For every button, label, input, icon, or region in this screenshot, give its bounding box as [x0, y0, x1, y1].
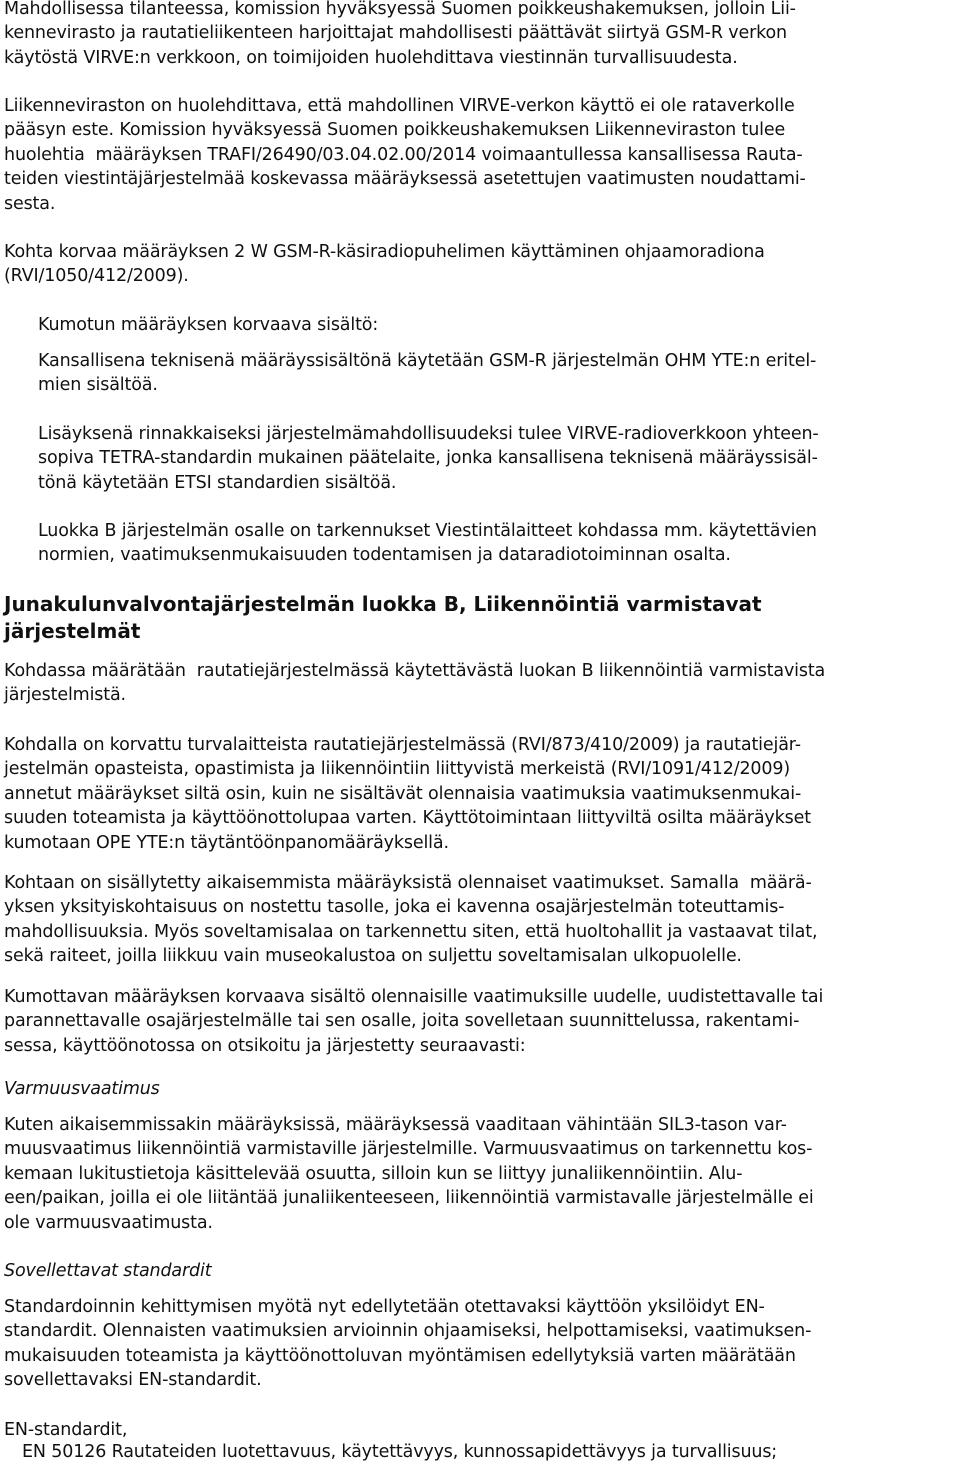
- paragraph-national-technical-content: Kansallisena teknisenä määräyssisältönä käytetään GSM-R järjestelmän OHM YTE:n eritel- mien sisältöä.: [38, 351, 817, 396]
- en-standards-list-label: EN-standardit,: [4, 1420, 128, 1440]
- paragraph-replacing-content-structure: Kumottavan määräyksen korvaava sisältö olennaisille vaatimuksille uudelle, uudistettavalle tai parannettavalle osajärjestelmälle tai sen osalle, joita sovelletaan suunnittelussa, rakentami- sessa, käyttöönotossa on otsikoitu ja järjestetty seuraavasti:: [4, 987, 824, 1056]
- paragraph-replaced-regulations: Kohdalla on korvattu turvalaitteista rautatiejärjestelmässä (RVI/873/410/2009) ja rautatiejär- jestelmän opasteista, opastimista ja liikennöintiin liittyvistä merkeistä (RVI/1091/412/2009) annetut määräykset siltä osin, kuin ne sisältävät olennaisia vaatimuksia vaatimuksenmukai- suuden toteamista ja käyttöönottolupaa varten. Käyttötoimintaan liittyviltä osilta määräykset kumotaan OPE YTE:n täytäntöönpanomääräyksellä.: [4, 735, 811, 853]
- en-standard-item-50126: EN 50126 Rautateiden luotettavuus, käytettävyys, kunnossapidettävyys ja turvallisuus;: [22, 1442, 778, 1462]
- paragraph-virve-transition: Mahdollisessa tilanteessa, komission hyväksyessä Suomen poikkeushakemuksen, jolloin Lii- kennevirasto ja rautatieliikenteen harjoittajat mahdollisesti päättävät siirtyä GSM-R verkon käytöstä VIRVE:n verkkoon, on toimijoiden huolehdittava viestinnän turvallisuudesta.: [4, 0, 796, 68]
- paragraph-gsmr-handheld-radio: Kohta korvaa määräyksen 2 W GSM-R-käsiradiopuhelimen käyttäminen ohjaamoradiona (RVI/1050/412/2009).: [4, 242, 765, 287]
- paragraph-virve-network-use: Liikenneviraston on huolehdittava, että mahdollinen VIRVE-verkon käyttö ei ole rataverkolle pääsyn este. Komission hyväksyessä Suomen poikkeushakemuksen Liikenneviraston tulee huolehtia määräyksen TRAFI/26490/03.04.02.00/2014 voimaantullessa kansallisessa Rauta- teiden viestintäjärjestelmää koskevassa määräyksessä asetettujen vaatimusten noudattami- sesta.: [4, 96, 806, 214]
- paragraph-en-standards: Standardoinnin kehittymisen myötä nyt edellytetään otettavaksi käyttöön yksilöidyt EN- standardit. Olennaisten vaatimuksien arvioinnin ohjaamiseksi, helpottamiseksi, vaatimuksen- mukaisuuden toteamista ja käyttöönottoluvan myöntämisen edellytyksiä varten määrätään sovellettavaksi EN-standardit.: [4, 1297, 812, 1391]
- paragraph-tetra-terminal: Lisäyksenä rinnakkaiseksi järjestelmämahdollisuudeksi tulee VIRVE-radioverkkoon yhteen- sopiva TETRA-standardin mukainen päätelaite, jonka kansallisena teknisenä määräyssisäl- tönä käytetään ETSI standardien sisältöä.: [38, 424, 819, 493]
- paragraph-class-b-scope: Kohdassa määrätään rautatiejärjestelmässä käytettävästä luokan B liikennöintiä varmistavista järjestelmistä.: [4, 661, 826, 706]
- paragraph-replacing-content-label: Kumotun määräyksen korvaava sisältö:: [38, 315, 379, 335]
- subheading-applicable-standards: Sovellettavat standardit: [4, 1261, 212, 1281]
- paragraph-class-b-communication: Luokka B järjestelmän osalle on tarkennukset Viestintälaitteet kohdassa mm. käytettävien normien, vaatimuksenmukaisuuden todentamisen ja dataradiotoiminnan osalta.: [38, 521, 817, 566]
- subheading-safety-requirement: Varmuusvaatimus: [4, 1079, 160, 1099]
- paragraph-essential-requirements: Kohtaan on sisällytetty aikaisemmista määräyksistä olennaiset vaatimukset. Samalla määrä- yksen yksityiskohtaisuus on nostettu tasolle, joka ei kavenna osajärjestelmän toteuttamis- mahdollisuuksia. Myös soveltamisalaa on tarkennettu siten, että huoltohallit ja vastaavat tilat, sekä raiteet, joilla liikkuu vain museokalustoa on suljettu soveltamisalan ulkopuolelle.: [4, 873, 818, 967]
- paragraph-sil3-requirement: Kuten aikaisemmissakin määräyksissä, määräyksessä vaaditaan vähintään SIL3-tason var- muusvaatimus liikennöintiä varmistaville järjestelmille. Varmuusvaatimus on tarkennettu kos- kemaan lukitustietoja käsittelevää osuutta, silloin kun se liittyy junaliikennöintiin. Alu- een/paikan, joilla ei ole liitäntää junaliikenteeseen, liikennöintiä varmistavalle järjestelmälle ei ole varmuusvaatimusta.: [4, 1115, 814, 1233]
- section-heading-class-b-systems: Junakulunvalvontajärjestelmän luokka B, Liikennöintiä varmistavat järjestelmät: [4, 592, 762, 643]
